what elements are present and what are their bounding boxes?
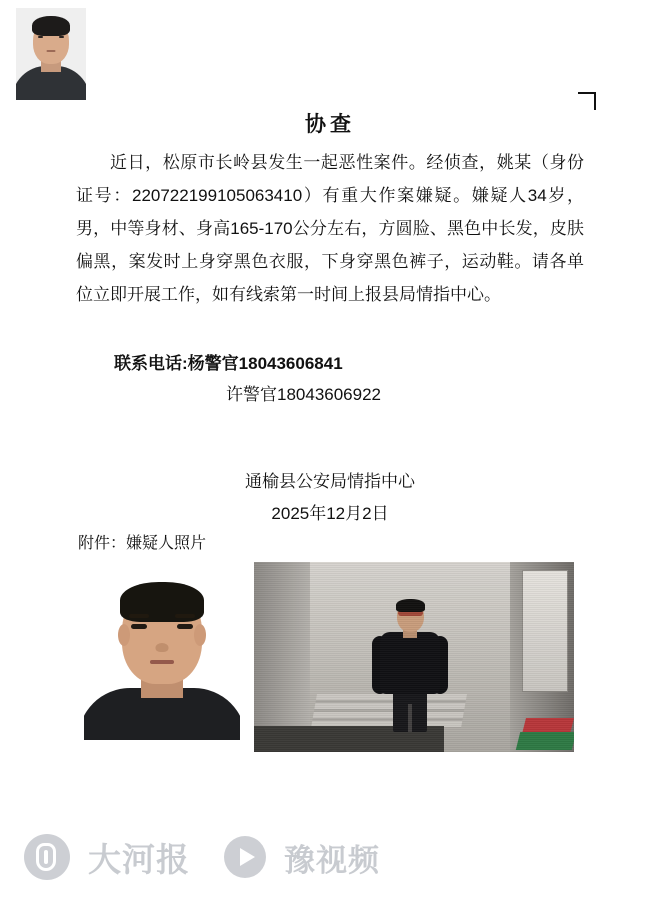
document-body-text: 近日，松原市长岭县发生一起恶性案件。经侦查，姚某（身份证号：220722199105063410）有重大作案嫌疑。嫌疑人34岁，男，中等身材、身高165-170公分左右，方圆脸、黑色中长发，皮肤偏黑，案发时上身穿黑色衣服，下身穿黑色裤子，运动鞋。请各单位立即开展工作，如有线索第一时间上报县局情指中心。 xyxy=(76,153,584,304)
portrait-ear-left xyxy=(118,624,130,646)
cctv-surveillance-still xyxy=(254,562,574,752)
contact-block xyxy=(76,348,584,410)
cctv-steps xyxy=(311,694,467,728)
issue-date: 2025年12月2日 xyxy=(271,504,389,523)
issuing-authority: 通榆县公安局情指中心 xyxy=(245,472,415,491)
watermark-brand: 大河报 xyxy=(88,840,190,878)
id-photo-hair xyxy=(32,16,70,36)
portrait-mouth xyxy=(150,660,174,664)
cctv-wall-left xyxy=(254,562,310,752)
signoff-block xyxy=(0,466,660,530)
suspect-portrait xyxy=(84,574,240,740)
play-icon xyxy=(224,836,266,878)
dahe-logo-icon xyxy=(24,834,70,880)
portrait-eyebrow-right xyxy=(175,614,195,618)
portrait-nose xyxy=(156,643,169,652)
cctv-green-band xyxy=(516,732,574,750)
cctv-suspect-torso xyxy=(380,632,440,694)
cctv-suspect-leg-gap xyxy=(408,704,412,732)
contact-officer-xu: 许警官18043606922 xyxy=(226,385,382,404)
watermark-channel: 豫视频 xyxy=(284,842,380,878)
page-title: 协查 xyxy=(305,113,355,136)
id-photo-eye-left xyxy=(38,36,43,38)
id-photo-eye-right xyxy=(59,36,64,38)
id-photo-mouth xyxy=(47,50,56,52)
watermark-bar xyxy=(0,811,660,903)
id-photo xyxy=(16,8,86,100)
portrait-eyebrow-left xyxy=(129,614,149,618)
attachment-photo-row xyxy=(76,562,584,752)
portrait-eye-left xyxy=(131,624,147,629)
portrait-ear-right xyxy=(194,624,206,646)
portrait-eye-right xyxy=(177,624,193,629)
cctv-door xyxy=(522,570,568,692)
contact-officer-yang: 联系电话:杨警官18043606841 xyxy=(114,354,343,373)
cctv-suspect-hair xyxy=(396,599,425,612)
attachment-label: 附件：嫌疑人照片 xyxy=(78,535,207,552)
